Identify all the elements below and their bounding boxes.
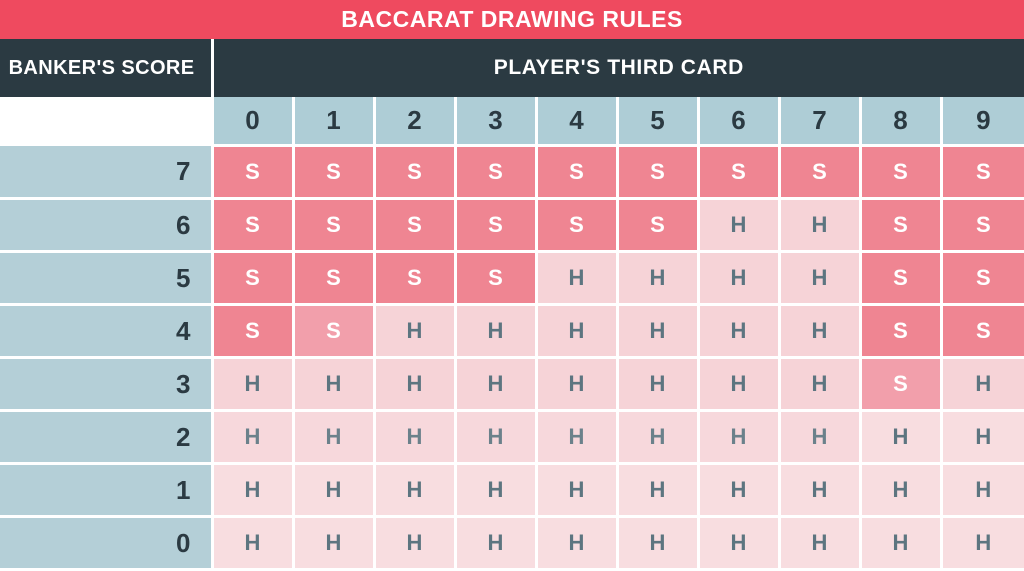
row-label-7: 7 (0, 146, 212, 199)
row-label-6: 6 (0, 199, 212, 252)
cell-7-3: S (455, 146, 536, 199)
cell-7-9: S (941, 146, 1024, 199)
table-row (0, 146, 1024, 199)
row-label-0: 0 (0, 517, 212, 570)
cell-2-8: H (860, 411, 941, 464)
cell-1-5: H (617, 464, 698, 517)
page-title: BACCARAT DRAWING RULES (0, 0, 1024, 39)
cell-3-5: H (617, 358, 698, 411)
cell-6-4: S (536, 199, 617, 252)
column-header-7: 7 (779, 97, 860, 146)
cell-7-1: S (293, 146, 374, 199)
cell-7-8: S (860, 146, 941, 199)
cell-7-7: S (779, 146, 860, 199)
cell-2-3: H (455, 411, 536, 464)
table-row (0, 464, 1024, 517)
cell-3-1: H (293, 358, 374, 411)
cell-2-5: H (617, 411, 698, 464)
cell-2-4: H (536, 411, 617, 464)
cell-4-2: H (374, 305, 455, 358)
cell-0-3: H (455, 517, 536, 570)
cell-6-6: H (698, 199, 779, 252)
table-row (0, 358, 1024, 411)
cell-5-3: S (455, 252, 536, 305)
cell-0-7: H (779, 517, 860, 570)
table-row (0, 199, 1024, 252)
row-label-3: 3 (0, 358, 212, 411)
cell-4-1: S (293, 305, 374, 358)
cell-0-2: H (374, 517, 455, 570)
cell-2-7: H (779, 411, 860, 464)
cell-5-8: S (860, 252, 941, 305)
cell-0-4: H (536, 517, 617, 570)
axis-header-row (0, 39, 1024, 97)
cell-3-0: H (212, 358, 293, 411)
cell-1-9: H (941, 464, 1024, 517)
cell-5-4: H (536, 252, 617, 305)
cell-6-7: H (779, 199, 860, 252)
table-row (0, 411, 1024, 464)
column-header-8: 8 (860, 97, 941, 146)
cell-2-6: H (698, 411, 779, 464)
cell-1-0: H (212, 464, 293, 517)
cell-3-7: H (779, 358, 860, 411)
cell-4-8: S (860, 305, 941, 358)
cell-2-0: H (212, 411, 293, 464)
cell-4-9: S (941, 305, 1024, 358)
cell-0-5: H (617, 517, 698, 570)
cell-7-6: S (698, 146, 779, 199)
cell-4-5: H (617, 305, 698, 358)
cell-1-1: H (293, 464, 374, 517)
cell-2-2: H (374, 411, 455, 464)
cell-1-8: H (860, 464, 941, 517)
row-label-5: 5 (0, 252, 212, 305)
cell-7-0: S (212, 146, 293, 199)
cell-2-1: H (293, 411, 374, 464)
column-number-row (0, 97, 1024, 146)
cell-3-6: H (698, 358, 779, 411)
player-third-card-header: PLAYER'S THIRD CARD (212, 39, 1024, 97)
cell-6-9: S (941, 199, 1024, 252)
cell-1-3: H (455, 464, 536, 517)
cell-3-8: S (860, 358, 941, 411)
cell-7-5: S (617, 146, 698, 199)
title-row (0, 0, 1024, 39)
cell-1-4: H (536, 464, 617, 517)
cell-5-7: H (779, 252, 860, 305)
cell-4-7: H (779, 305, 860, 358)
column-header-9: 9 (941, 97, 1024, 146)
cell-4-4: H (536, 305, 617, 358)
cell-3-3: H (455, 358, 536, 411)
cell-6-3: S (455, 199, 536, 252)
cell-0-6: H (698, 517, 779, 570)
cell-3-2: H (374, 358, 455, 411)
row-label-1: 1 (0, 464, 212, 517)
cell-0-8: H (860, 517, 941, 570)
banker-score-header: BANKER'S SCORE (0, 39, 212, 97)
cell-1-7: H (779, 464, 860, 517)
cell-1-2: H (374, 464, 455, 517)
cell-4-6: H (698, 305, 779, 358)
cell-0-1: H (293, 517, 374, 570)
cell-7-2: S (374, 146, 455, 199)
cell-6-2: S (374, 199, 455, 252)
cell-5-6: H (698, 252, 779, 305)
cell-6-1: S (293, 199, 374, 252)
column-header-4: 4 (536, 97, 617, 146)
column-header-6: 6 (698, 97, 779, 146)
row-label-2: 2 (0, 411, 212, 464)
cell-6-5: S (617, 199, 698, 252)
table-row (0, 517, 1024, 570)
cell-6-8: S (860, 199, 941, 252)
cell-3-9: H (941, 358, 1024, 411)
column-header-5: 5 (617, 97, 698, 146)
cell-5-9: S (941, 252, 1024, 305)
column-header-0: 0 (212, 97, 293, 146)
cell-2-9: H (941, 411, 1024, 464)
cell-3-4: H (536, 358, 617, 411)
cell-5-2: S (374, 252, 455, 305)
cell-7-4: S (536, 146, 617, 199)
cell-5-0: S (212, 252, 293, 305)
cell-5-1: S (293, 252, 374, 305)
cell-5-5: H (617, 252, 698, 305)
column-header-3: 3 (455, 97, 536, 146)
column-header-1: 1 (293, 97, 374, 146)
table-row (0, 305, 1024, 358)
cell-4-0: S (212, 305, 293, 358)
cell-1-6: H (698, 464, 779, 517)
cell-6-0: S (212, 199, 293, 252)
cell-4-3: H (455, 305, 536, 358)
column-header-2: 2 (374, 97, 455, 146)
corner-blank-cell (0, 97, 212, 146)
cell-0-9: H (941, 517, 1024, 570)
row-label-4: 4 (0, 305, 212, 358)
table-row (0, 252, 1024, 305)
cell-0-0: H (212, 517, 293, 570)
